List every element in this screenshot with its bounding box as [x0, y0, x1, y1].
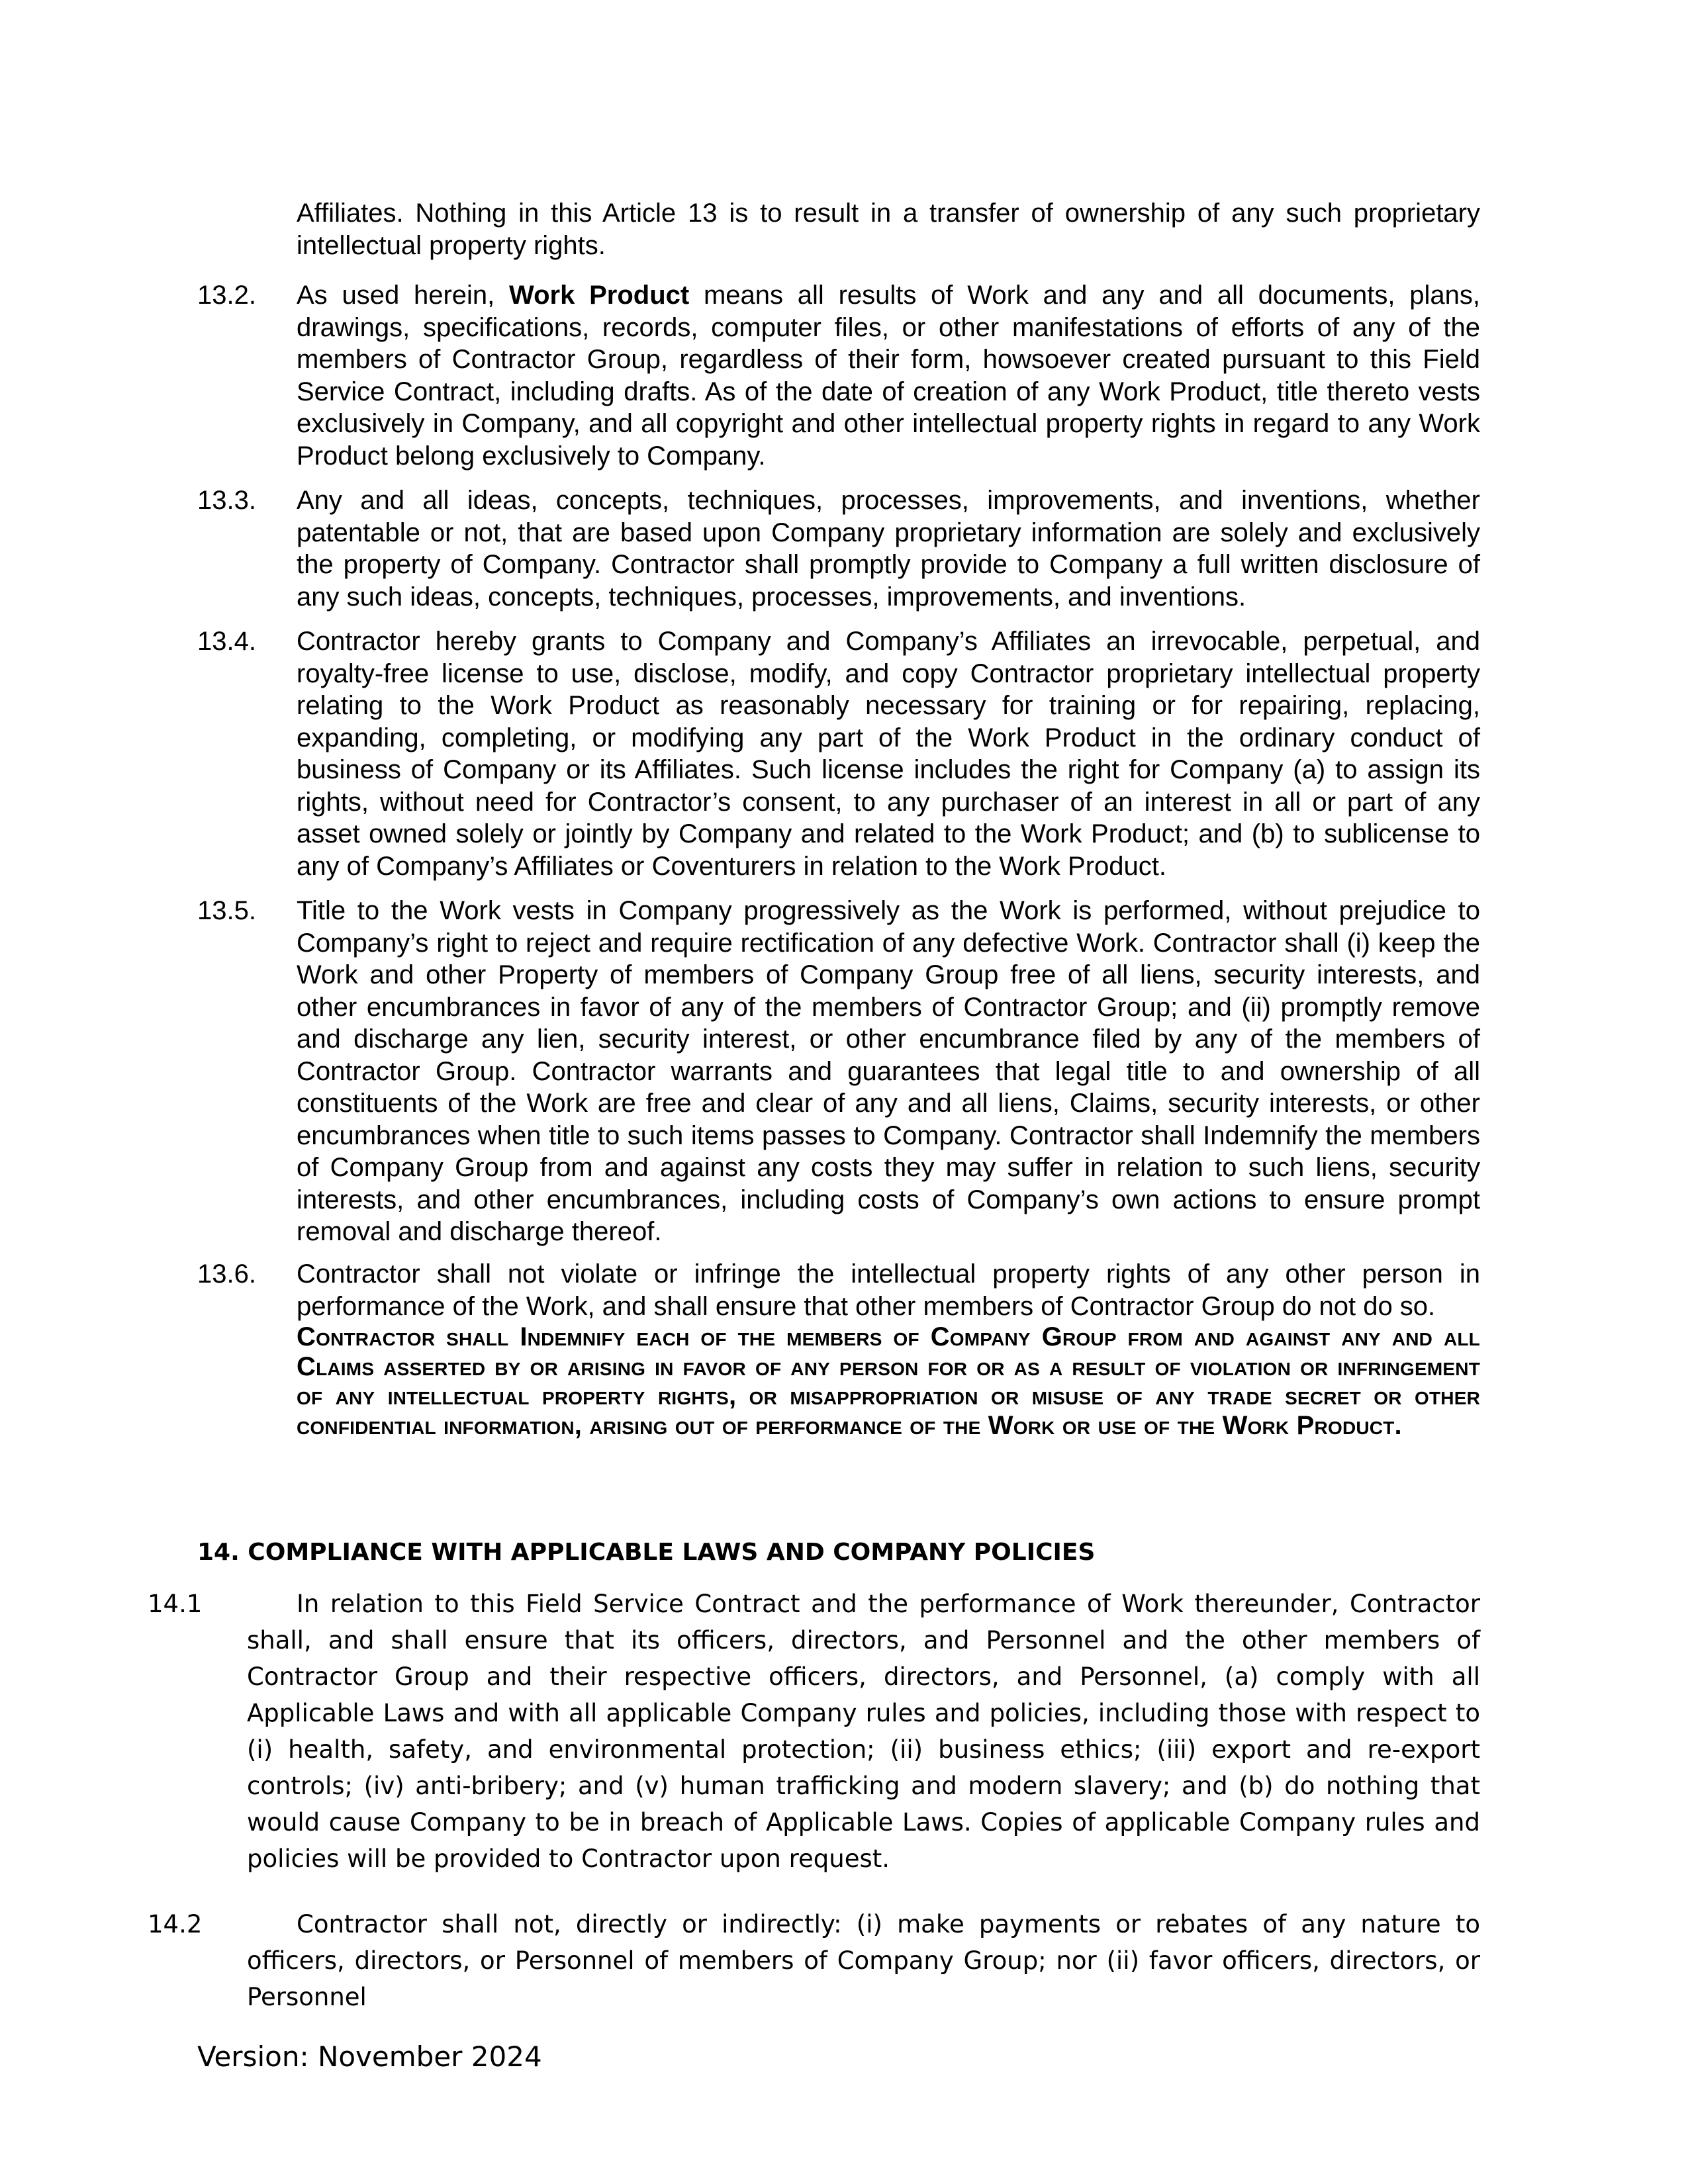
clause-number: 13.5.: [197, 896, 256, 925]
clause-number: 13.3.: [197, 486, 256, 515]
clause-text: Any and all ideas, concepts, techniques, processes, improvements, and inventions, whether patentable or not, that are based upon Company proprietary information are solely and exclusively the property of Company. Contractor shall promptly provide to Company a full written disclosure of any such ideas, concepts, techniques, processes, improvements, and inventions.: [297, 486, 1480, 612]
clause-13-6: [197, 1258, 1480, 1440]
clause-number: 14.1: [148, 1590, 203, 1618]
clause-number: 13.2.: [197, 281, 256, 310]
clause-text-body: Contractor shall not violate or infringe the intellectual property rights of any other person in performance of the Work, and shall ensure that other members of Contractor Group do not do so.: [297, 1259, 1480, 1321]
clause-14-1: [148, 1586, 1480, 1877]
clause-13-3: [197, 484, 1480, 613]
indemnity-emphasis: Contractor shall Indemnify each of the members of Company Group from and against any and all Claims asserted by or arising in favor of any person for or as a result of violation or infringement of any intellectual property rights, or misappropriation or misuse of any trade secret or other confidential information, arising out of performance of the Work or use of the Work Product.: [297, 1322, 1480, 1440]
clause-text: [297, 279, 1480, 472]
clause-text: Contractor hereby grants to Company and Company’s Affiliates an irrevocable, perpetual, and royalty-free license to use, disclose, modify, and copy Contractor proprietary intellectual property relating to the Work Product as reasonably necessary for training or for repairing, replacing, expanding, completing, or modifying any part of the Work Product in the ordinary conduct of business of Company or its Affiliates. Such license includes the right for Company (a) to assign its rights, without need for Contractor’s consent, to any purchaser of an interest in all or part of any asset owned solely or jointly by Company and related to the Work Product; and (b) to sublicense to any of Company’s Affiliates or Coventurers in relation to the Work Product.: [297, 627, 1480, 881]
clause-text: Title to the Work vests in Company progressively as the Work is performed, without prejudice to Company’s right to reject and require rectification of any defective Work. Contractor shall (i) keep the Work and other Property of members of Company Group free of all liens, security interests, and other encumbrances in favor of any of the members of Contractor Group; and (ii) promptly remove and discharge any lien, security interest, or other encumbrance filed by any of the members of Contractor Group. Contractor warrants and guarantees that legal title to and ownership of all constituents of the Work are free and clear of any and all liens, Claims, security interests, or other encumbrances when title to such items passes to Company. Contractor shall Indemnify the members of Company Group from and against any costs they may suffer in relation to such liens, security interests, and other encumbrances, including costs of Company’s own actions to ensure prompt removal and discharge thereof.: [297, 896, 1480, 1246]
clause-text: In relation to this Field Service Contract and the performance of Work thereunder, Contractor shall, and shall ensure that its officers, directors, and Personnel and the other members of Contractor Group and their respective officers, directors, and Personnel, (a) comply with all Applicable Laws and with all applicable Company rules and policies, including those with respect to (i) health, safety, and environmental protection; (ii) business ethics; (iii) export and re-export controls; (iv) anti-bribery; and (v) human trafficking and modern slavery; and (b) do nothing that would cause Company to be in breach of Applicable Laws. Copies of applicable Company rules and policies will be provided to Contractor upon request.: [247, 1590, 1480, 1873]
clause-text: Contractor shall not, directly or indirectly: (i) make payments or rebates of any nature to officers, directors, or Personnel of members of Company Group; nor (ii) favor officers, directors, or Personnel: [247, 1910, 1480, 2011]
clause-14-2: [148, 1906, 1480, 2015]
clause-text-body: means all results of Work and any and all documents, plans, drawings, specifications, records, computer files, or other manifestations of efforts of any of the members of Contractor Group, regardless of their form, howsoever created pursuant to this Field Service Contract, including drafts. As of the date of creation of any Work Product, title thereto vests exclusively in Company, and all copyright and other intellectual property rights in regard to any Work Product belong exclusively to Company.: [297, 281, 1480, 471]
continuation-paragraph: Affiliates. Nothing in this Article 13 is to result in a transfer of ownership of any such proprietary intellectual property rights.: [297, 199, 1480, 260]
clause-text-lead: As used herein,: [297, 281, 510, 310]
clause-number: 13.6.: [197, 1259, 256, 1289]
version-footer: Version: November 2024: [197, 2040, 542, 2073]
clause-number: 13.4.: [197, 627, 256, 656]
defined-term: Work Product: [509, 281, 690, 310]
clause-number: 14.2: [148, 1910, 203, 1938]
clause-13-5: [197, 895, 1480, 1248]
clause-13-4: [197, 625, 1480, 882]
clause-text: [297, 1258, 1480, 1440]
clause-13-2: [197, 279, 1480, 472]
section-14-heading: 14. COMPLIANCE WITH APPLICABLE LAWS AND COMPANY POLICIES: [197, 1539, 1096, 1566]
